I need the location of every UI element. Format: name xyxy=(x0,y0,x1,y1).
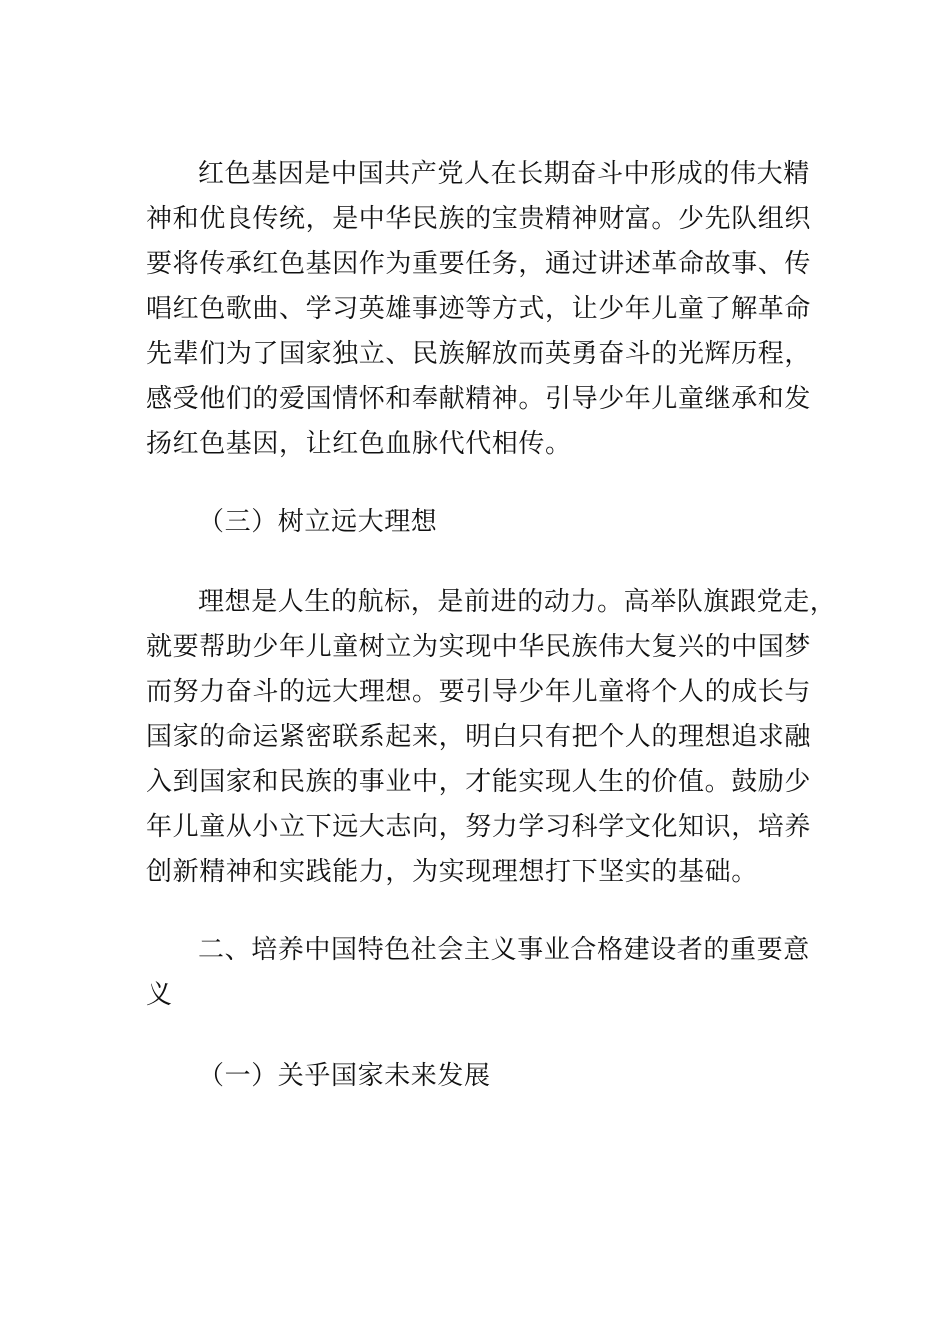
paragraph-line: 感受他们的爱国情怀和奉献精神。引导少年儿童继承和发 xyxy=(146,384,812,414)
paragraph-line: 年儿童从小立下远大志向，努力学习科学文化知识，培养 xyxy=(146,812,812,842)
paragraph-line: 理想是人生的航标，是前进的动力。高举队旗跟党走， xyxy=(198,587,837,617)
paragraph-line: 而努力奋斗的远大理想。要引导少年儿童将个人的成长与 xyxy=(146,677,812,707)
paragraph-line: 神和优良传统，是中华民族的宝贵精神财富。少先队组织 xyxy=(146,204,812,234)
heading-text: 义 xyxy=(146,980,173,1010)
paragraph-line: 先辈们为了国家独立、民族解放而英勇奋斗的光辉历程， xyxy=(146,339,812,369)
paragraph-line: 红色基因是中国共产党人在长期奋斗中形成的伟大精 xyxy=(198,159,810,189)
heading-text: （一）关乎国家未来发展 xyxy=(198,1061,491,1091)
section-heading-3 xyxy=(146,500,806,545)
paragraph-line: 国家的命运紧密联系起来，明白只有把个人的理想追求融 xyxy=(146,722,812,752)
paragraph-line: 入到国家和民族的事业中，才能实现人生的价值。鼓励少 xyxy=(146,767,812,797)
paragraph-red-gene xyxy=(146,152,812,467)
paragraph-line: 创新精神和实践能力，为实现理想打下坚实的基础。 xyxy=(146,857,758,887)
paragraph-line: 就要帮助少年儿童树立为实现中华民族伟大复兴的中国梦 xyxy=(146,632,812,662)
heading-text: 二、培养中国特色社会主义事业合格建设者的重要意 xyxy=(198,935,810,965)
paragraph-ideals xyxy=(146,580,837,895)
paragraph-line: 扬红色基因，让红色血脉代代相传。 xyxy=(146,429,572,459)
paragraph-line: 唱红色歌曲、学习英雄事迹等方式，让少年儿童了解革命 xyxy=(146,294,812,324)
section-heading-1 xyxy=(146,1054,806,1099)
paragraph-line: 要将传承红色基因作为重要任务，通过讲述革命故事、传 xyxy=(146,249,812,279)
section-heading-2 xyxy=(146,928,810,1018)
heading-text: （三）树立远大理想 xyxy=(198,507,438,537)
